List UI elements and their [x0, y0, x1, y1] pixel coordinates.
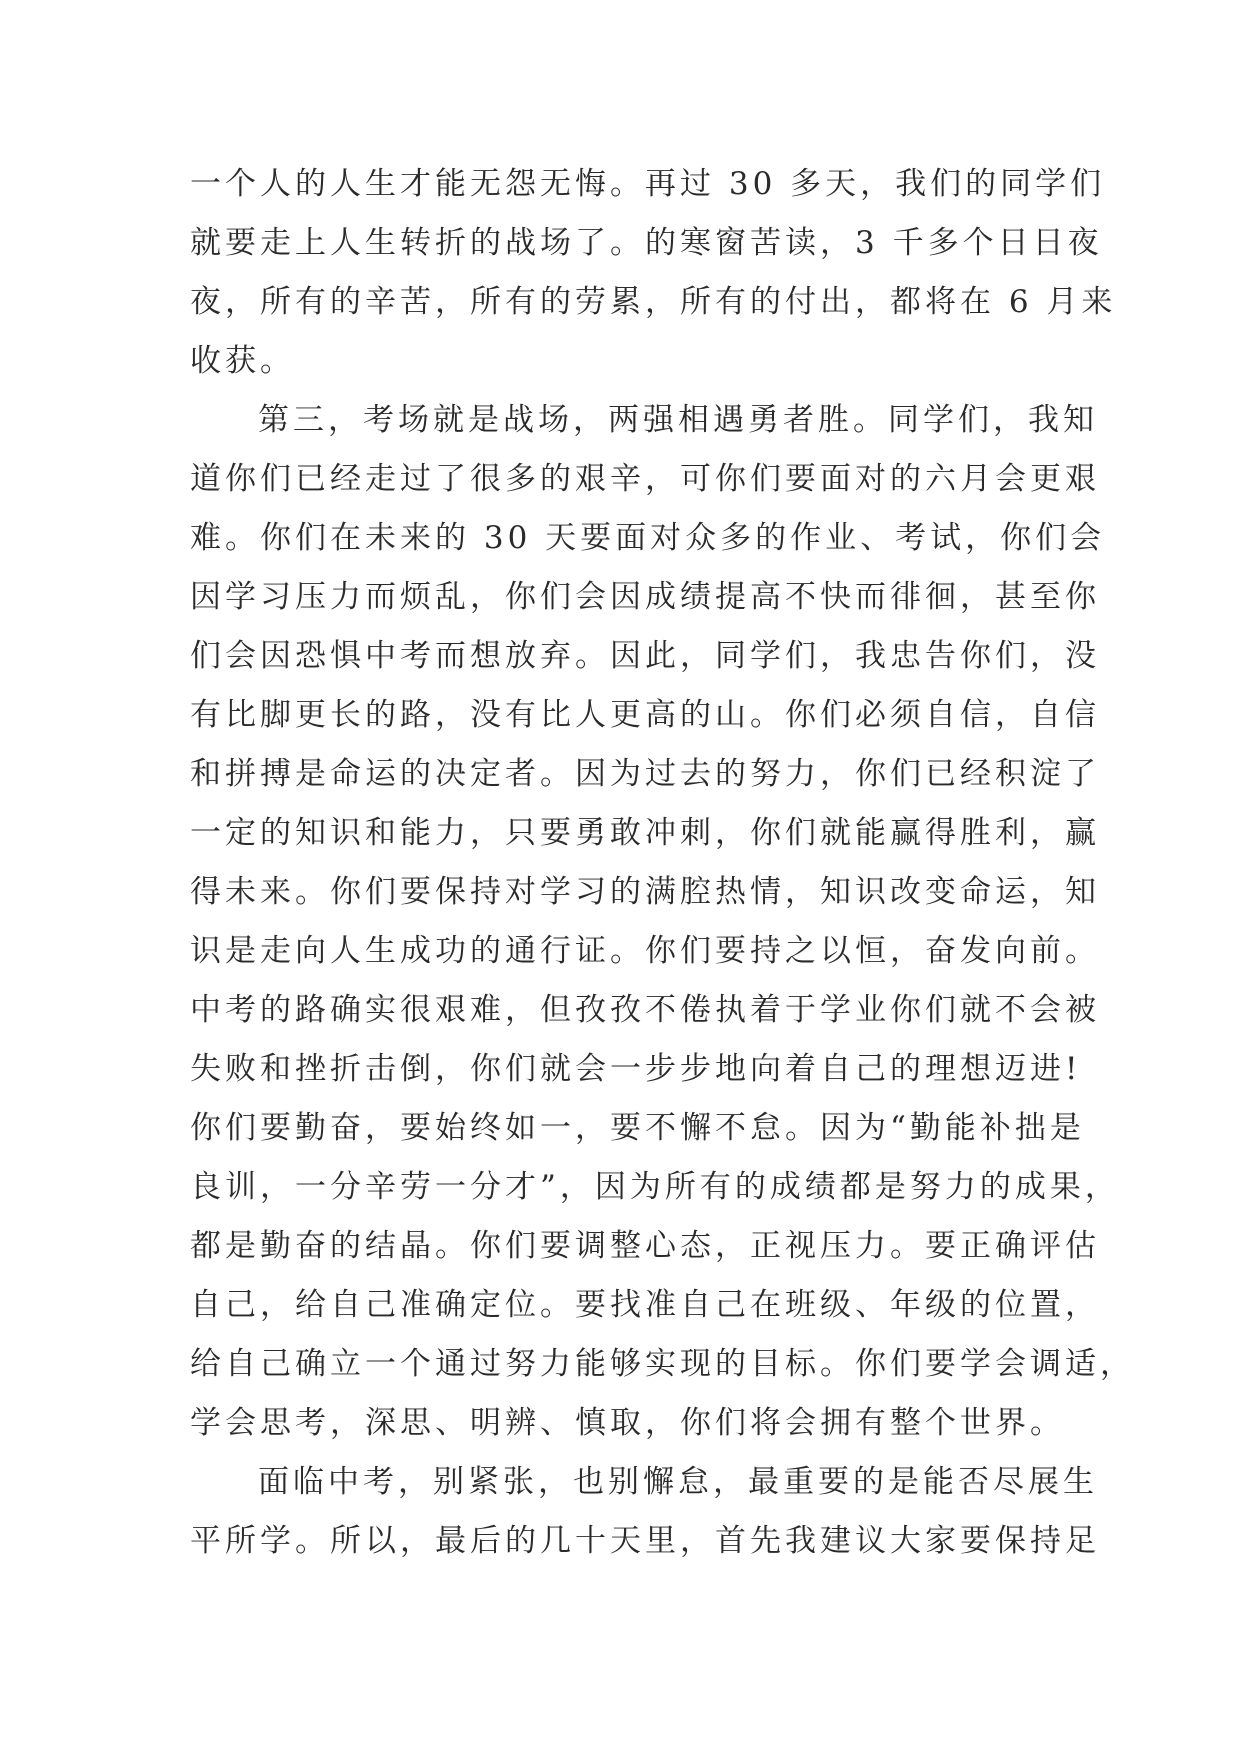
- text-line: 难。你们在未来的 30 天要面对众多的作业、考试，你们会: [190, 520, 1106, 556]
- paragraph-first-line: 面临中考，别紧张，也别懈怠，最重要的是能否尽展生: [258, 1464, 1098, 1500]
- text-line: 们会因恐惧中考而想放弃。因此，同学们，我忠告你们，没: [190, 638, 1100, 674]
- text-line: 有比脚更长的路，没有比人更高的山。你们必须自信，自信: [190, 697, 1100, 733]
- text-line: 道你们已经走过了很多的艰辛，可你们要面对的六月会更艰: [190, 461, 1100, 497]
- text-line: 平所学。所以，最后的几十天里，首先我建议大家要保持足: [190, 1523, 1100, 1559]
- text-line: 因学习压力而烦乱，你们会因成绩提高不快而徘徊，甚至你: [190, 579, 1100, 615]
- text-line: 失败和挫折击倒，你们就会一步步地向着自己的理想迈进!: [190, 1051, 1082, 1087]
- text-line: 学会思考，深思、明辨、慎取，你们将会拥有整个世界。: [190, 1405, 1065, 1441]
- body-text: [190, 155, 1135, 1571]
- text-line: 得未来。你们要保持对学习的满腔热情，知识改变命运，知: [190, 874, 1100, 910]
- text-line: 良训，一分辛劳一分才”，因为所有的成绩都是努力的成果，: [190, 1169, 1120, 1205]
- text-line: 中考的路确实很艰难，但孜孜不倦执着于学业你们就不会被: [190, 992, 1100, 1028]
- paragraph-first-line: 第三，考场就是战场，两强相遇勇者胜。同学们，我知: [258, 402, 1098, 438]
- text-line: 给自己确立一个通过努力能够实现的目标。你们要学会调适，: [190, 1346, 1135, 1382]
- text-line: 都是勤奋的结晶。你们要调整心态，正视压力。要正确评估: [190, 1228, 1100, 1264]
- text-line: 夜，所有的辛苦，所有的劳累，所有的付出，都将在 6 月来: [190, 284, 1117, 320]
- text-line: 一个人的人生才能无怨无悔。再过 30 多天，我们的同学们: [190, 166, 1106, 202]
- text-line: 你们要勤奋，要始终如一，要不懈不怠。因为“勤能补拙是: [190, 1110, 1085, 1146]
- text-line: 和拼搏是命运的决定者。因为过去的努力，你们已经积淀了: [190, 756, 1100, 792]
- text-line: 收获。: [190, 343, 295, 379]
- text-line: 一定的知识和能力，只要勇敢冲刺，你们就能赢得胜利，赢: [190, 815, 1100, 851]
- text-line: 自己，给自己准确定位。要找准自己在班级、年级的位置，: [190, 1287, 1100, 1323]
- text-line: 就要走上人生转折的战场了。的寒窗苦读，3 千多个日日夜: [190, 225, 1103, 261]
- text-line: 识是走向人生成功的通行证。你们要持之以恒，奋发向前。: [190, 933, 1100, 969]
